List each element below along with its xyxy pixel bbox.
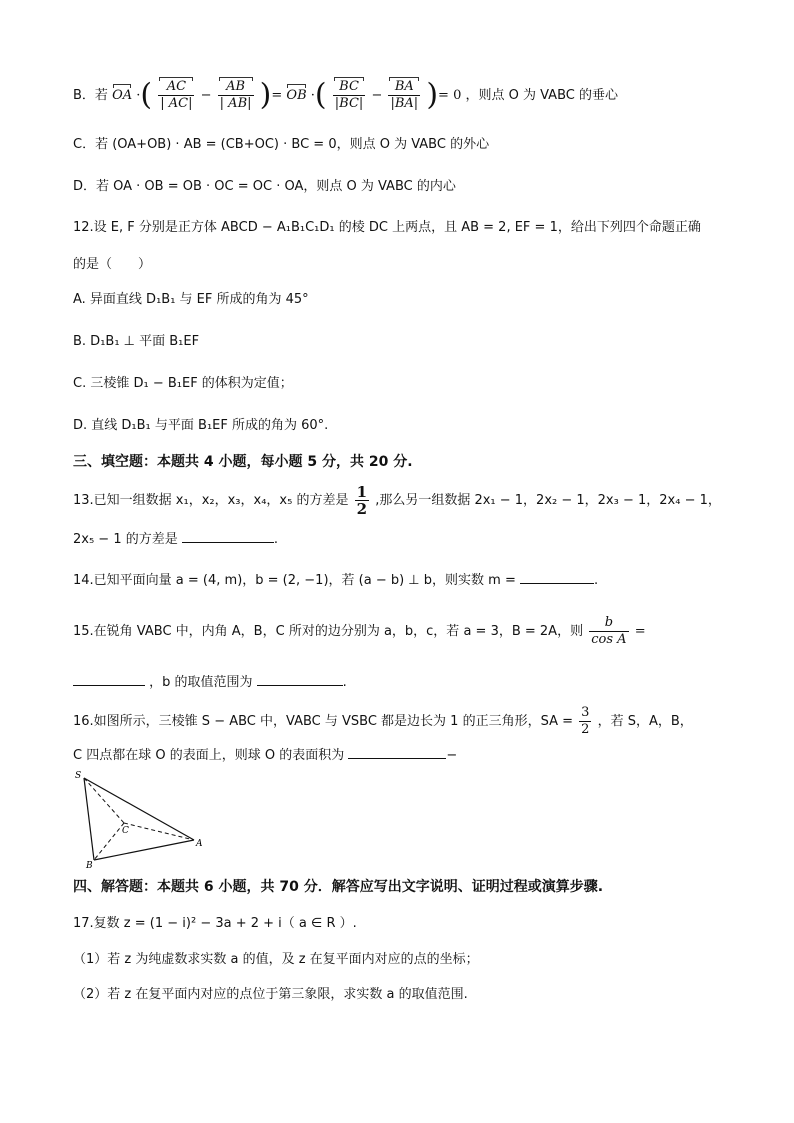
vector-ac: AC xyxy=(158,79,194,96)
q13-fraction xyxy=(355,484,369,517)
label-a: A xyxy=(196,839,203,849)
option-b: B．若 OA ·( $\frac{AC}{| AC|}$ − $\frac{AB}{| AB|}$ )= OB ·( $\frac{BC}{|BC|}$ − $\frac{BA}{|BA|}$ )= 0 ，则点 O 为 VABC 的垂心 xyxy=(73,77,618,113)
q16-fraction xyxy=(579,705,591,738)
edge-sc xyxy=(84,778,124,823)
abs-bc: |BC| xyxy=(334,96,364,111)
edge-ba xyxy=(94,840,194,860)
q17-stem: 17.复数 z = (1 − i)² − 3a + 2 + i（ a ∈ R ）. xyxy=(73,916,357,931)
q13-text-pre: 13.已知一组数据 x₁，x₂，x₃，x₄，x₅ 的方差是 xyxy=(73,493,349,508)
q16-text-post: ，若 S，A，B， xyxy=(597,714,693,729)
q15-answer-blank-1[interactable] xyxy=(73,671,145,686)
q12-option-d: D. 直线 D₁B₁ 与平面 B₁EF 所成的角为 60°. xyxy=(73,418,329,433)
q13-text-post: ,那么另一组数据 2x₁ − 1，2x₂ − 1，2x₃ − 1，2x₄ − 1， xyxy=(375,493,721,508)
q13-text-line2: 2x₅ − 1 的方差是 xyxy=(73,532,178,547)
vector-oa: OA xyxy=(112,86,132,106)
fraction-bc xyxy=(333,79,366,112)
q13-frac-den: 2 xyxy=(356,500,368,518)
section-4-heading: 四、解答题：本题共 6 小题，共 70 分．解答应写出文字说明、证明过程或演算步骤. xyxy=(73,879,604,895)
q12-option-a: A. 异面直线 D₁B₁ 与 EF 所成的角为 45° xyxy=(73,292,309,307)
q15-answer-blank-2[interactable] xyxy=(257,671,343,686)
q17-part2: （2）若 z 在复平面内对应的点位于第三象限，求实数 a 的取值范围. xyxy=(73,987,468,1002)
q12-option-b: B. D₁B₁ ⊥ 平面 B₁EF xyxy=(73,334,200,349)
section-3-heading: 三、填空题：本题共 4 小题，每小题 5 分，共 20 分. xyxy=(73,454,413,470)
edge-sa xyxy=(84,778,194,840)
fraction-ba xyxy=(388,79,420,112)
edge-sb xyxy=(84,778,94,860)
q16-line1 xyxy=(73,705,693,738)
q14-text: 14.已知平面向量 a = (4, m)，b = (2, −1)，若 (a − b) ⊥ b，则实数 m = xyxy=(73,573,516,588)
q12-option-c: C. 三棱锥 D₁ − B₁EF 的体积为定值； xyxy=(73,376,293,391)
q15-text-mid: ，b 的取值范围为 xyxy=(149,675,253,690)
vector-ba: BA xyxy=(388,79,420,96)
option-d: D．若 OA · OB = OB · OC = OC · OA，则点 O 为 VABC 的内心 xyxy=(73,179,456,194)
q16-frac-den: 2 xyxy=(581,722,590,737)
q15-equals: = xyxy=(634,624,646,639)
option-b-conclusion: ，则点 O 为 VABC 的垂心 xyxy=(465,88,618,103)
q17-part1: （1）若 z 为纯虚数求实数 a 的值，及 z 在复平面内对应的点的坐标； xyxy=(73,952,479,967)
q16-line2: C 四点都在球 O 的表面上，则球 O 的表面积为 − xyxy=(73,744,457,766)
abs-ba: |BA| xyxy=(390,96,419,111)
q15-frac-den: cos A xyxy=(591,632,627,647)
q16-frac-num: 3 xyxy=(581,705,590,720)
vector-bc: BC xyxy=(333,79,366,96)
q15-frac-num: b xyxy=(589,615,628,632)
q16-answer-blank[interactable] xyxy=(348,744,446,759)
abs-ab: | AB| xyxy=(219,96,252,111)
label-b: B xyxy=(86,861,93,871)
q13-line2: 2x₅ − 1 的方差是 . xyxy=(73,528,278,550)
q15-line1 xyxy=(73,615,646,648)
vector-ob: OB xyxy=(286,86,306,106)
q15-text: 15.在锐角 VABC 中，内角 A，B，C 所对的边分别为 a，b，c，若 a = 3，B = 2A，则 xyxy=(73,624,584,639)
q13-frac-num: 1 xyxy=(356,483,368,501)
q16-text-pre: 16.如图所示，三棱锥 S − ABC 中，VABC 与 VSBC 都是边长为 1 的正三角形，SA = xyxy=(73,714,573,729)
vector-ab: AB xyxy=(218,79,254,96)
option-c: C．若 (OA+OB) · AB = (CB+OC) · BC = 0，则点 O 为 VABC 的外心 xyxy=(73,137,490,152)
q13-line1 xyxy=(73,484,721,517)
q14-answer-blank[interactable] xyxy=(520,569,594,584)
pyramid-figure xyxy=(70,766,210,872)
q15-line2: ，b 的取值范围为 . xyxy=(73,671,347,693)
q12-stem: 12.设 E, F 分别是正方体 ABCD − A₁B₁C₁D₁ 的棱 DC 上两点，且 AB = 2, EF = 1，给出下列四个命题正确 xyxy=(73,220,701,235)
q12-stem-cont: 的是（ ） xyxy=(73,257,152,272)
edge-ca xyxy=(124,823,194,840)
abs-ac: | AC| xyxy=(160,96,193,111)
q15-fraction xyxy=(589,615,628,648)
option-b-label: B．若 xyxy=(73,88,108,103)
fraction-ac xyxy=(158,79,194,112)
q13-answer-blank[interactable] xyxy=(182,528,274,543)
q16-text-line2: C 四点都在球 O 的表面上，则球 O 的表面积为 xyxy=(73,748,345,763)
label-c: C xyxy=(122,826,129,836)
fraction-ab xyxy=(218,79,254,112)
label-s: S xyxy=(75,771,82,781)
q14-line: 14.已知平面向量 a = (4, m)，b = (2, −1)，若 (a − b) ⊥ b，则实数 m = . xyxy=(73,569,598,591)
